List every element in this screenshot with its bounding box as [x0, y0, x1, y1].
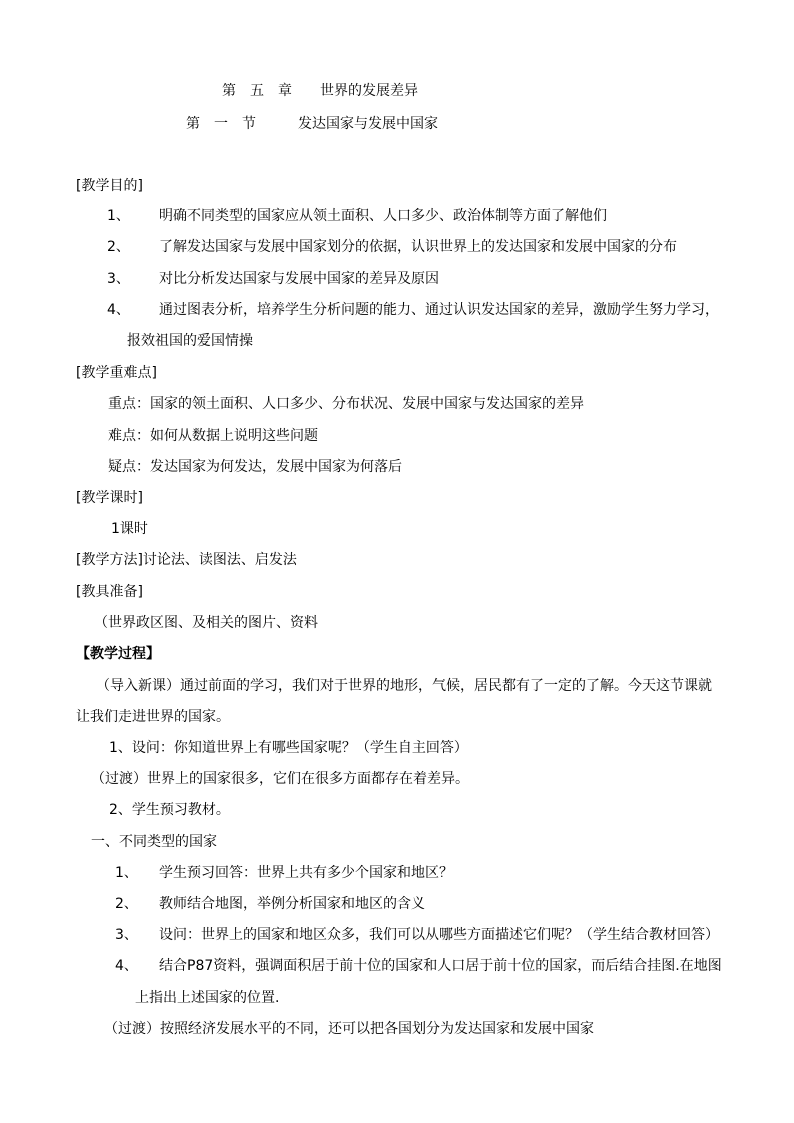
part1-item-1 — [115, 864, 453, 882]
objective-text: 对比分析发达国家与发展中国家的差异及原因 — [159, 271, 439, 287]
part1-item-text: 教师结合地图，举例分析国家和地区的含义 — [159, 896, 425, 912]
hours-value: 1课时 — [111, 521, 148, 537]
key-point-focus: 重点：国家的领土面积、人口多少、分布状况、发展中国家与发达国家的差异 — [108, 396, 584, 412]
part1-item-number: 1、 — [115, 865, 138, 881]
part1-heading: 一、不同类型的国家 — [91, 834, 217, 850]
objective-item-1 — [107, 207, 607, 225]
part1-item-text: 设问：世界上的国家和地区众多，我们可以从哪些方面描述它们呢？（学生结合教材回答） — [159, 927, 719, 943]
process-step-1: 1、设问：你知道世界上有哪些国家呢？（学生自主回答） — [109, 740, 468, 756]
objective-item-4-continuation: 报效祖国的爱国情操 — [127, 333, 253, 349]
process-heading: 【教学过程】 — [76, 646, 160, 662]
part1-item-3 — [115, 926, 719, 944]
objective-number: 4、 — [107, 302, 130, 318]
part1-item-text: 结合P87资料，强调面积居于前十位的国家和人口居于前十位的国家，而后结合挂图.在地图 — [159, 958, 722, 974]
key-point-difficulty: 难点：如何从数据上说明这些问题 — [108, 428, 318, 444]
key-point-doubt: 疑点：发达国家为何发达，发展中国家为何落后 — [108, 459, 402, 475]
methods-line: [教学方法]讨论法、读图法、启发法 — [76, 552, 297, 568]
part1-item-number: 4、 — [115, 958, 138, 974]
objective-text: 了解发达国家与发展中国家划分的依据，认识世界上的发达国家和发展中国家的分布 — [159, 239, 677, 255]
process-transition-2: （过渡）按照经济发展水平的不同，还可以把各国划分为发达国家和发展中国家 — [104, 1021, 594, 1037]
objective-number: 3、 — [107, 271, 130, 287]
part1-item-4-continuation: 上指出上述国家的位置. — [135, 990, 280, 1006]
objectives-heading: [教学目的] — [76, 178, 143, 194]
objective-item-2 — [107, 238, 677, 256]
part1-item-2 — [115, 895, 425, 913]
materials-heading: [教具准备] — [76, 584, 143, 600]
process-intro-line-2: 让我们走进世界的国家。 — [76, 709, 230, 725]
process-intro-line-1: （导入新课）通过前面的学习，我们对于世界的地形，气候，居民都有了一定的了解。今天这节课就 — [96, 678, 712, 694]
objective-number: 1、 — [107, 208, 130, 224]
hours-heading: [教学课时] — [76, 490, 143, 506]
materials-value: （世界政区图、及相关的图片、资料 — [94, 615, 318, 631]
process-transition-1: （过渡）世界上的国家很多，它们在很多方面都存在着差异。 — [91, 771, 469, 787]
part1-item-4 — [115, 957, 722, 975]
key-points-heading: [教学重难点] — [76, 365, 157, 381]
objective-number: 2、 — [107, 239, 130, 255]
part1-item-text: 学生预习回答：世界上共有多少个国家和地区？ — [159, 865, 453, 881]
objective-item-3 — [107, 270, 439, 288]
objective-item-4 — [107, 301, 719, 319]
chapter-title: 第 五 章 世界的发展差异 — [222, 83, 418, 99]
part1-item-number: 3、 — [115, 927, 138, 943]
objective-text: 通过图表分析，培养学生分析问题的能力、通过认识发达国家的差异，激励学生努力学习， — [159, 302, 719, 318]
section-title: 第 一 节 发达国家与发展中国家 — [186, 116, 438, 132]
part1-item-number: 2、 — [115, 896, 138, 912]
process-step-2: 2、学生预习教材。 — [109, 802, 230, 818]
objective-text: 明确不同类型的国家应从领土面积、人口多少、政治体制等方面了解他们 — [159, 208, 607, 224]
